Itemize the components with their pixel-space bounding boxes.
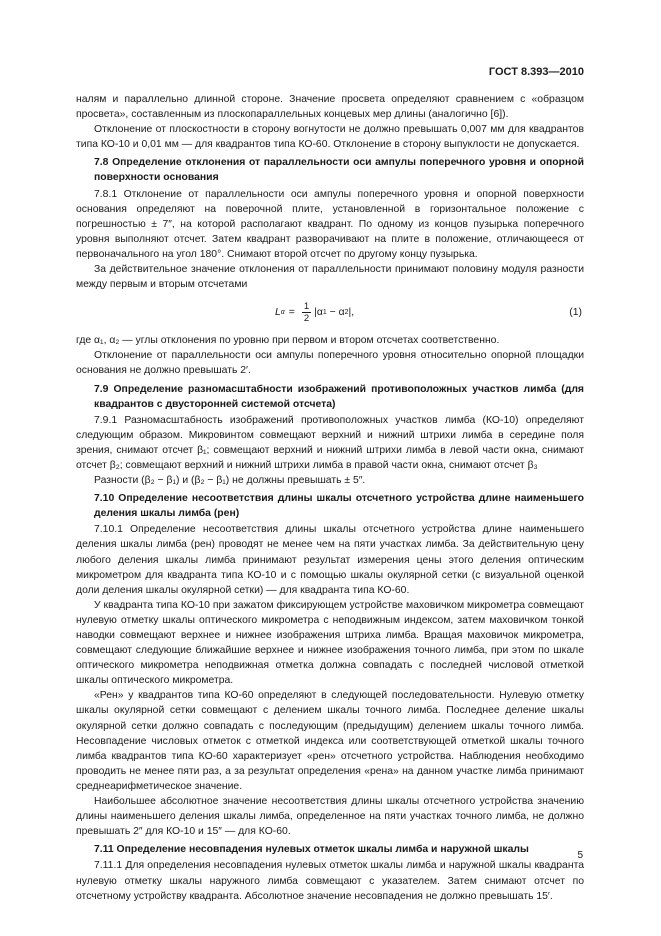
section-heading-7-11: 7.11 Определение несовпадения нулевых отметок шкалы лимба и наружной шкалы: [94, 844, 529, 856]
fraction-numerator: 1: [303, 301, 310, 313]
paragraph-7-8-2: За действительное значение отклонения от параллельности принимают половину модуля разности между первым и вторым отсчетами: [76, 264, 584, 291]
page-content: [76, 92, 584, 904]
paragraph-7-10-ko60: «Рен» у квадрантов типа КО-60 определяют в следующей последовательности. Нулевую отметку шкалы окулярной сетки совмещают с делением шкалы точного лимба. Последнее деление шкалы окулярной сетки должно совпадать с последующим (предыдущим) делением шкалы точного лимба. Несовпадение числовых отметок с отметкой индекса или соответствующей отметкой шкалы точного лимба квадрантов типа КО-60 характеризует «рен» отсчетного устройства. Наблюдения необходимо проводить не менее пяти раз, а за результат определения «рена» на данном участке лимба принимают среднеарифметическое значение.: [76, 690, 584, 792]
document-header: ГОСТ 8.393—2010: [488, 66, 584, 78]
paragraph-flatness: Отклонение от плоскостности в сторону вогнутости не должно превышать 0,007 мм для квадрантов типа КО-10 и 0,01 мм — для квадрантов типа КО-60. Отклонение в сторону выпуклости не допускается.: [76, 124, 584, 151]
page-number: 5: [577, 850, 583, 861]
paragraph-7-10-limit: Наибольшее абсолютное значение несоответствия длины шкалы отсчетного устройства значению длины наименьшего деления шкалы лимба, определенное на пяти участках точного лимба, не должно превышать 2″ для КО-10 и 15″ — для КО-60.: [76, 796, 584, 838]
formula-minus: − α: [326, 307, 345, 319]
formula-equals: =: [288, 307, 295, 319]
fraction-denominator: 2: [303, 313, 310, 325]
paragraph-7-9-differences: Разности (β₂ − β₁) и (β₂ − β₁) не должны превышать ± 5″.: [94, 475, 366, 487]
paragraph-7-8-tolerance: Отклонение от параллельности оси ампулы поперечного уровня относительно опорной площадки основания не должно превышать 2′.: [76, 350, 584, 377]
paragraph-7-8-1: 7.8.1 Отклонение от параллельности оси ампулы поперечного уровня и опорной поверхности основания определяют на поверочной плите, установленной в горизонтальное положение с погрешностью ± 7″, на которой располагают квадрант. По одному из концов пузырька поперечного уровня выполняют отсчет. Затем квадрант разворачивают на плите в положение, отличающееся от первоначального на угол 180°. Снимают второй отсчет по другому концу пузырька.: [76, 188, 584, 260]
paragraph-7-9-1: 7.9.1 Разномасштабность изображений противоположных участков лимба (КО-10) определяют следующим образом. Микровинтом совмещают верхний и нижний штрихи лимба в середине поля зрения, снимают отсчет β₁; совмещают верхний и нижний штрихи лимба в левой части окна, снимают отсчет β₂; совмещают верхний и нижний штрихи лимба в правой части окна, снимают отсчет β₃: [76, 414, 584, 471]
formula-body-a: |α: [314, 307, 323, 319]
formula-body-b: |,: [348, 307, 355, 319]
section-heading-7-10: 7.10 Определение несоответствия длины шкалы отсчетного устройства длине наименьшего деления шкалы лимба (рен): [94, 493, 584, 520]
paragraph-7-11-1: 7.11.1 Для определения несовпадения нулевых отметок шкалы лимба и наружной шкалы квадранта нулевую отметку шкалы наружного лимба совмещают с указателем. Затем снимают отсчет по отсчетному устройству квадранта. Абсолютное значение несовпадения не должно превышать 15′.: [76, 860, 584, 902]
paragraph-continued: налям и параллельно длинной стороне. Значение просвета определяют сравнением с «образцом просвета», составленным из плоскопараллельных концевых мер длины (аналогично [6]).: [76, 94, 584, 121]
section-heading-7-8: 7.8 Определение отклонения от параллельности оси ампулы поперечного уровня и опорной поверхности основания: [94, 157, 584, 184]
formula-lhs: L: [275, 307, 281, 319]
formula-fraction: [302, 301, 311, 324]
formula-expression: L α = $\frac{1}{2}$ |α 1 − α 2 |,: [275, 301, 355, 325]
section-heading-7-9: 7.9 Определение разномасштабности изображений противоположных участков лимба (для квадрантов с двусторонней системой отсчета): [94, 383, 584, 410]
paragraph-7-10-ko10: У квадранта типа КО-10 при зажатом фиксирующем устройстве маховичком микрометра совмещают нулевую отметку шкалы оптического микрометра с неподвижным индексом, затем маховичком тонкой наводки совмещают верхнее и нижнее изображения штриха лимба. Вращая маховичок микрометра, совмещают следующие ближайшие верхнее и нижнее изображения точного лимба, при этом по шкале оптического микрометра неподвижная отметка должна совпадать с последней числовой отметкой шкалы оптического микрометра.: [76, 599, 584, 687]
paragraph-7-10-1: 7.10.1 Определение несоответствия длины шкалы отсчетного устройства длине наименьшего деления шкалы лимба (рен) проводят не менее чем на пяти участках лимба. За действительную цену любого деления шкалы лимба принимают результат измерения цены этого деления оптическим микрометром для квадранта типа КО-10 и с помощью шкалы окулярной сетки (с визуальной оценкой доли деления шкалы окулярной сетки) — для квадранта типа КО-60.: [76, 524, 584, 596]
formula-1: [76, 295, 584, 329]
formula-number: (1): [569, 307, 582, 319]
paragraph-formula-where: где α₁, α₂ — углы отклонения по уровню при первом и втором отсчетах соответственно.: [76, 335, 500, 347]
